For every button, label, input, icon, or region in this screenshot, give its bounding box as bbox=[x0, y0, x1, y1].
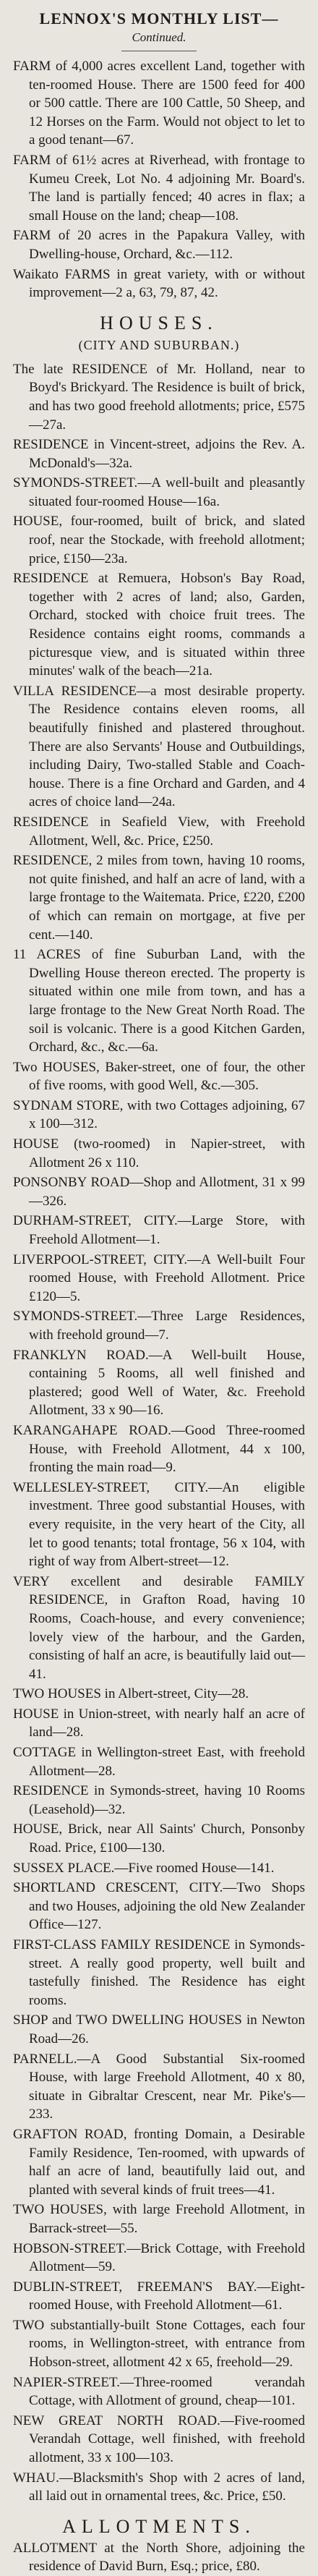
listing-farm-4000-acres: FARM of 4,000 acres excellent Land, together with ten-roomed House. There are 1500 feed for 400 or 500 cattle. There are 100 Cattle, 50 Sheep, and 12 Horses on the Farm. Would not object to let to a good tenant—67. bbox=[13, 59, 305, 148]
listing: SHORTLAND CRESCENT, CITY.—Two Shops and two Houses, adjoining the old New Zealander Office—127. bbox=[13, 1880, 305, 1933]
listing: RESIDENCE in Symonds-street, having 10 Rooms (Leasehold)—32. bbox=[13, 1783, 305, 1817]
listing: VERY excellent and desirable FAMILY RESIDENCE, in Grafton Road, having 10 Rooms, Coach-house, and every convenience; lovely view of the harbour, and the Garden, consisting of half an acre, is beautifully laid out—41. bbox=[13, 1573, 305, 1682]
listing: HOUSE, four-roomed, built of brick, and slated roof, near the Stockade, with freehold allotment; price, £150—23a. bbox=[13, 514, 305, 566]
listing: HOUSE (two-roomed) in Napier-street, with Allotment 26 x 110. bbox=[13, 1136, 305, 1170]
listing: TWO substantially-built Stone Cottages, each four rooms, in Wellington-street, with entrance from Hobson-street, allotment 42 x 65, freehold—29. bbox=[13, 2317, 305, 2371]
listing: SYMONDS-STREET.—Three Large Residences, with freehold ground—7. bbox=[13, 1309, 305, 1343]
listing: Two HOUSES, Baker-street, one of four, the other of five rooms, with good Well, &c.—305. bbox=[13, 1059, 305, 1094]
listing-waikato-farms: Waikato FARMS in great variety, with or without improvement—2 a, 63, 79, 87, 42. bbox=[13, 266, 305, 301]
listing: DURHAM-STREET, CITY.—Large Store, with Freehold Allotment—1. bbox=[13, 1213, 305, 1248]
listing: FIRST-CLASS FAMILY RESIDENCE in Symonds-street. A really good property, well built and tastefully finished. The Residence has eight rooms. bbox=[13, 1937, 305, 2008]
section-heading-houses: HOUSES. bbox=[100, 312, 218, 333]
listing: RESIDENCE at Remuera, Hobson's Bay Road, together with 2 acres of land; also, Garden, Orchard, stocked with choice fruit trees. The Residence contains eight rooms, commands a picturesque view, and is situated within three minutes' walk of the beach—21a. bbox=[13, 571, 305, 679]
listing: RESIDENCE, 2 miles from town, having 10 rooms, not quite finished, and half an acre of land, with a large frontage to the Waitemata. Price, £220, £200 of which can remain on mortgage, at five per cent.—140. bbox=[13, 853, 305, 943]
listing: WHAU.—Blacksmith's Shop with 2 acres of land, all laid out in ornamental trees, &c. Price, £50. bbox=[13, 2470, 305, 2504]
listing: HOUSE in Union-street, with nearly half an acre of land—28. bbox=[13, 1706, 305, 1740]
listing: PARNELL.—A Good Substantial Six-roomed House, with large Freehold Allotment, 40 x 80, situate in Gibraltar Crescent, near Mr. Pike's—233. bbox=[13, 2051, 305, 2122]
listing-farm-riverhead: FARM of 61½ acres at Riverhead, with frontage to Kumeu Creek, Lot No. 4 adjoining Mr. Board's. The land is partially fenced; 40 acres in flax; a small House on the land; cheap—108. bbox=[13, 152, 305, 224]
listing: NAPIER-STREET.—Three-roomed verandah Cottage, with Allotment of ground, cheap—101. bbox=[13, 2374, 305, 2409]
listing: SYMONDS-STREET.—A well-built and pleasantly situated four-roomed House—16a. bbox=[13, 475, 305, 509]
list-subtitle: Continued. bbox=[132, 30, 186, 44]
listing: NEW GREAT NORTH ROAD.—Five-roomed Verandah Cottage, well finished, with freehold allotment, 33 x 100—103. bbox=[13, 2413, 305, 2466]
listing: GRAFTON ROAD, fronting Domain, a Desirable Family Residence, Ten-roomed, with upwards of half an acre of land, beautifully laid out, and planted with several kinds of fruit trees—41. bbox=[13, 2126, 305, 2198]
listing: HOUSE, Brick, near All Saints' Church, Ponsonby Road. Price, £100—130. bbox=[13, 1822, 305, 1856]
section-heading-allotments: ALLOTMENTS. bbox=[62, 2515, 256, 2537]
listing: KARANGAHAPE ROAD.—Good Three-roomed House, with Freehold Allotment, 44 x 100, fronting the main road—9. bbox=[13, 1422, 305, 1476]
listing: The late RESIDENCE of Mr. Holland, near to Boyd's Brickyard. The Residence is built of brick, and has two good freehold allotments; price, £575—27a. bbox=[13, 361, 305, 433]
listing: DUBLIN-STREET, FREEMAN'S BAY.—Eight-roomed House, with Freehold Allotment—61. bbox=[13, 2279, 305, 2313]
listing: SYDNAM STORE, with two Cottages adjoining, 67 x 100—312. bbox=[13, 1097, 305, 1132]
listing: SHOP and TWO DWELLING HOUSES in Newton Road—26. bbox=[13, 2012, 305, 2046]
listing-farm-papakura: FARM of 20 acres in the Papakura Valley, with Dwelling-house, Orchard, &c.—112. bbox=[13, 228, 305, 262]
section-subheading-houses: (CITY AND SUBURBAN.) bbox=[78, 337, 240, 352]
listing: HOBSON-STREET.—Brick Cottage, with Freehold Allotment—59. bbox=[13, 2240, 305, 2275]
listing: WELLESLEY-STREET, CITY.—An eligible investment. Three good substantial Houses, with every requisite, in the very heart of the City, all let to good tenants; total frontage, 56 x 104, with right of way from Albert-street—12. bbox=[13, 1479, 305, 1570]
allotments-list bbox=[13, 2539, 305, 2576]
listing: TWO HOUSES in Albert-street, City—28. bbox=[13, 1686, 249, 1702]
listing: COTTAGE in Wellington-street East, with freehold Allotment—28. bbox=[13, 1745, 305, 1779]
farms-list bbox=[13, 57, 305, 302]
houses-list bbox=[13, 360, 305, 2506]
listing: VILLA RESIDENCE—a most desirable property. The Residence contains eleven rooms, all beautifully finished and plastered throughout. There are also Servants' House and Outbuildings, including Dairy, Two-stalled Stable and Coach-house. There is a fine Orchard and Garden, and 4 acres of choice land—24a. bbox=[13, 683, 305, 810]
listing: FRANKLYN ROAD.—A Well-built House, containing 5 Rooms, all well finished and plastered; good Well of Water, &c. Freehold Allotment, 33 x 90—16. bbox=[13, 1347, 305, 1419]
listing: RESIDENCE in Vincent-street, adjoins the Rev. A. McDonald's—32a. bbox=[13, 437, 305, 471]
list-title: LENNOX'S MONTHLY LIST— bbox=[39, 9, 279, 27]
listing: RESIDENCE in Seafield View, with Freehold Allotment, Well, &c. Price, £250. bbox=[13, 814, 305, 849]
listing-allotment-north-shore: ALLOTMENT at the North Shore, adjoining the residence of David Burn, Esq.; price, £80. bbox=[13, 2540, 305, 2575]
listing: PONSONBY ROAD—Shop and Allotment, 31 x 99—326. bbox=[13, 1175, 305, 1209]
listing: TWO HOUSES, with large Freehold Allotment, in Barrack-street—55. bbox=[13, 2202, 305, 2236]
listing: LIVERPOOL-STREET, CITY.—A Well-built Four roomed House, with Freehold Allotment. Price £120—5. bbox=[13, 1251, 305, 1304]
listing: SUSSEX PLACE.—Five roomed House—141. bbox=[13, 1860, 275, 1876]
listing: 11 ACRES of fine Suburban Land, with the Dwelling House thereon erected. The property is situated within one mile from town, and has a large frontage to the New Great North Road. The soil is volcanic. There is a good Kitchen Garden, Orchard, &c., &c.—6a. bbox=[13, 947, 305, 1055]
